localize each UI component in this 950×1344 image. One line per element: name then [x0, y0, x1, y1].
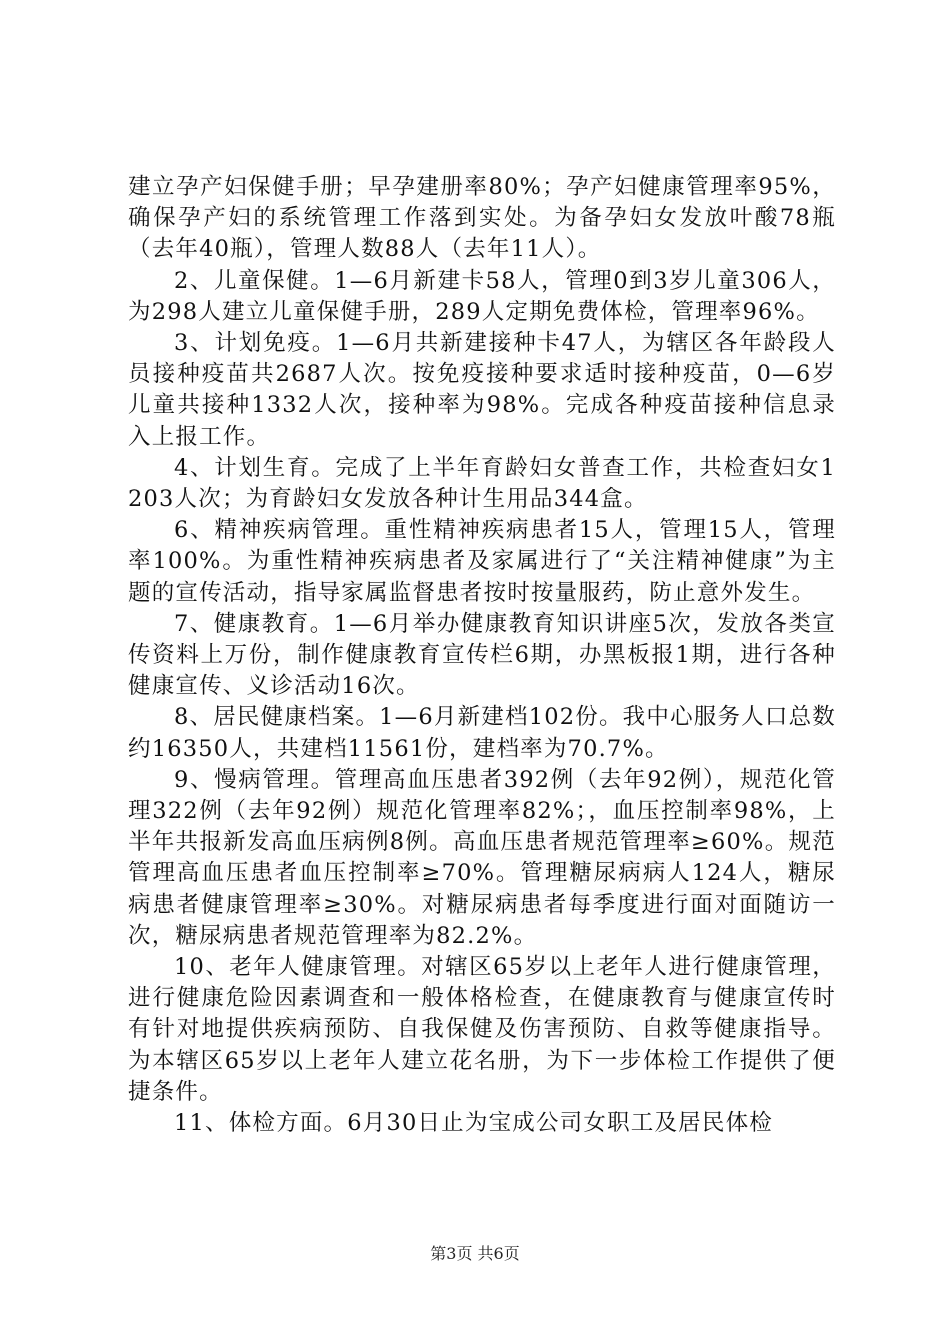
paragraph-maternal-care-continued: 建立孕产妇保健手册；早孕建册率80%；孕产妇健康管理率95%，确保孕产妇的系统管理工作落到实处。为备孕妇女发放叶酸78瓶（去年40瓶），管理人数88人（去年11人）。 [128, 174, 836, 263]
paragraph-immunization: 3、计划免疫。1—6月共新建接种卡47人，为辖区各年龄段人员接种疫苗共2687人次。按免疫接种要求适时接种疫苗，0—6岁儿童共接种1332人次，接种率为98%。完成各种疫苗接种信息录入上报工作。 [128, 330, 836, 450]
paragraph-child-health: 2、儿童保健。1—6月新建卡58人，管理0到3岁儿童306人，为298人建立儿童保健手册，289人定期免费体检，管理率96%。 [128, 267, 836, 325]
paragraph-elderly-care: 10、老年人健康管理。对辖区65岁以上老年人进行健康管理，进行健康危险因素调查和一般体格检查，在健康教育与健康宣传时有针对地提供疾病预防、自我保健及伤害预防、自救等健康指导。为本辖区65岁以上老年人建立花名册，为下一步体检工作提供了便捷条件。 [128, 954, 836, 1105]
body-text [128, 172, 836, 1139]
paragraph-chronic-disease: 9、慢病管理。管理高血压患者392例（去年92例），规范化管理322例（去年92例）规范化管理率82%；，血压控制率98%，上半年共报新发高血压病例8例。高血压患者规范管理率≥60%。规范管理高血压患者血压控制率≥70%。管理糖尿病病人124人，糖尿病患者健康管理率≥30%。对糖尿病患者每季度进行面对面随访一次，糖尿病患者规范管理率为82.2%。 [128, 766, 836, 949]
paragraph-physical-exam: 11、体检方面。6月30日止为宝成公司女职工及居民体检 [174, 1110, 773, 1137]
paragraph-health-education: 7、健康教育。1—6月举办健康教育知识讲座5次，发放各类宣传资料上万份，制作健康教育宣传栏6期，办黑板报1期，进行各种健康宣传、义诊活动16次。 [128, 610, 836, 700]
page-number-footer: 第3页 共6页 [430, 1244, 520, 1263]
paragraph-mental-illness: 6、精神疾病管理。重性精神疾病患者15人，管理15人，管理率100%。为重性精神疾病患者及家属进行了“关注精神健康”为主题的宣传活动，指导家属监督患者按时按量服药，防止意外发生。 [128, 517, 836, 606]
paragraph-family-planning: 4、计划生育。完成了上半年育龄妇女普查工作，共检查妇女1203人次；为育龄妇女发放各种计生用品344盒。 [128, 454, 836, 513]
paragraph-health-records: 8、居民健康档案。1—6月新建档102份。我中心服务人口总数约16350人，共建档11561份，建档率为70.7%。 [128, 704, 836, 762]
